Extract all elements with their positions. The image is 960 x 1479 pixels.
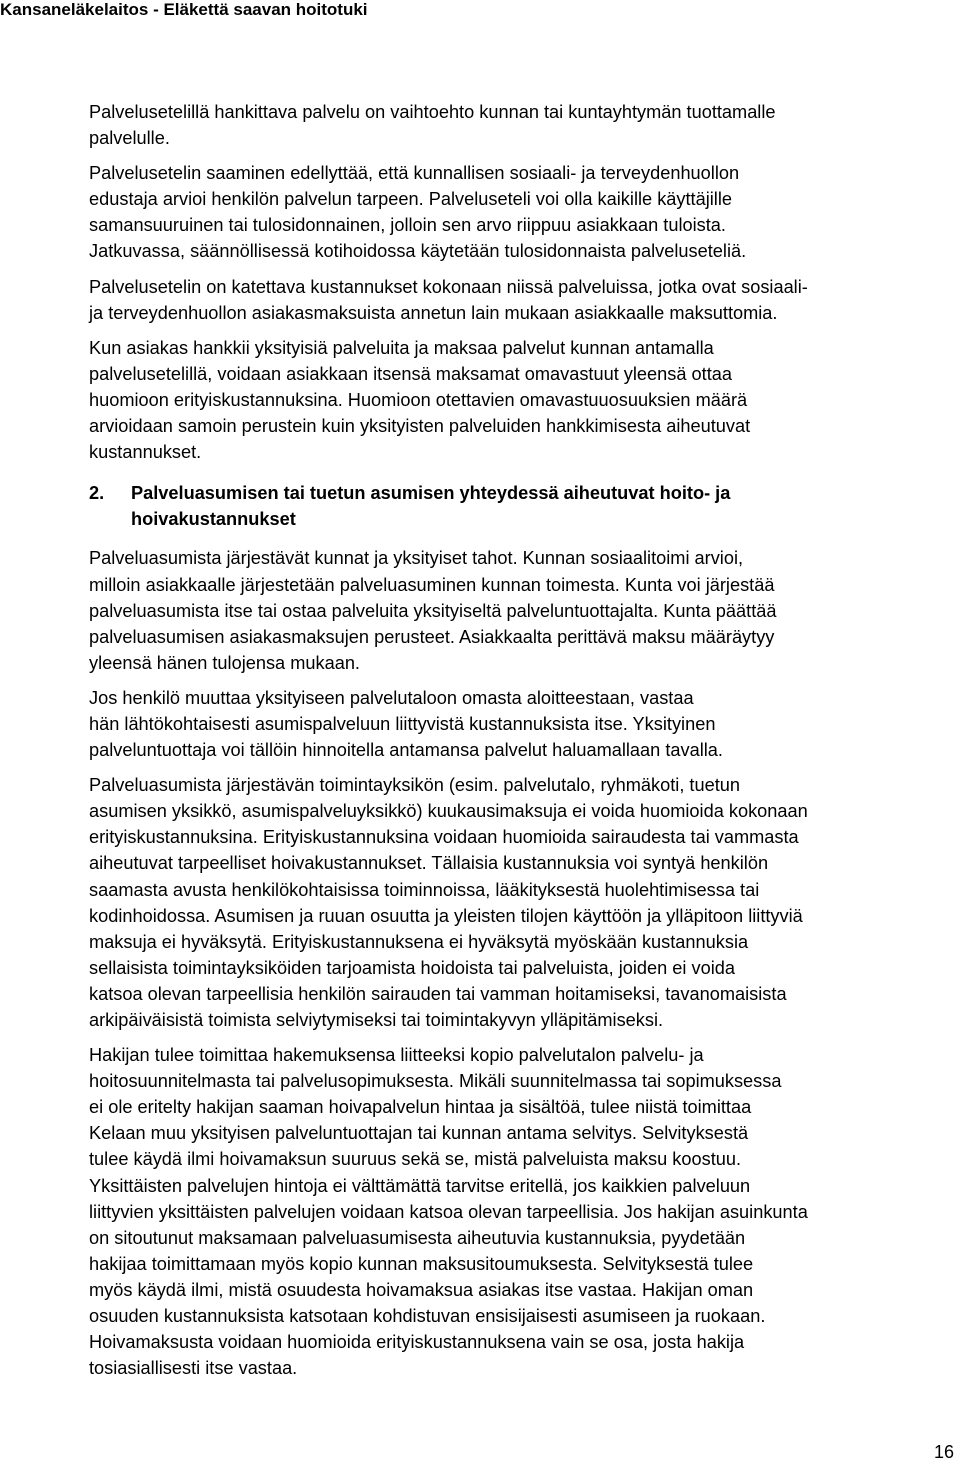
section-title [131,480,955,532]
text-line: Jos henkilö muuttaa yksityiseen palvelutaloon omasta aloitteestaan, vastaa [89,687,694,708]
paragraph [89,99,955,151]
paragraph [89,685,955,763]
text-line: Palveluasumista järjestävät kunnat ja yksityiset tahot. Kunnan sosiaalitoimi arvioi, [89,548,744,569]
text-line: maksuja ei hyväksytä. Erityiskustannuksena ei hyväksytä myöskään kustannuksia [89,931,749,952]
text-line: yleensä hänen tulojensa mukaan. [89,652,360,673]
text-line: sellaisista toimintayksiköiden tarjoamista hoidoista tai palveluista, joiden ei voida [89,957,735,978]
text-line: edustaja arvioi henkilön palvelun tarpeen. Palveluseteli voi olla kaikille käyttäjille [89,189,732,210]
text-line: arkipäiväisistä toimista selviytymiseksi tai toimintakyvyn ylläpitämiseksi. [89,1010,664,1030]
text-line: erityiskustannuksina. Erityiskustannuksina voidaan huomioida sairaudesta tai vammasta [89,827,799,848]
text-line: osuuden kustannuksista katsotaan kohdistuvan ensisijaisesti asumiseen ja ruokaan. [89,1306,766,1327]
page-number: 16 [933,1442,954,1462]
text-line: huomioon erityiskustannuksina. Huomioon otettavien omavastuuosuuksien määrä [89,389,748,410]
text-line: palveluntuottaja voi tällöin hinnoitella antamansa palvelut haluamallaan tavalla. [89,740,723,761]
text-line: tulee käydä ilmi hoivamaksun suuruus sekä se, mistä palveluista maksu koostuu. [89,1149,742,1170]
text-line: arvioidaan samoin perustein kuin yksityisten palveluiden hankkimisesta aiheutuvat [89,416,751,437]
text-line: ei ole eritelty hakijan saaman hoivapalvelun hintaa ja sisältöä, tulee niistä toimittaa [89,1097,752,1118]
paragraph [89,1042,955,1381]
section-title-line: Palveluasumisen tai tuetun asumisen yhteydessä aiheutuvat hoito- ja [131,483,731,504]
paragraph [89,772,955,1033]
text-line: palvelusetelillä, voidaan asiakkaan itsensä maksamat omavastuut yleensä ottaa [89,363,732,384]
text-line: Palvelusetelin saaminen edellyttää, että kunnallisen sosiaali- ja terveydenhuollon [89,163,740,184]
paragraph [89,335,955,465]
text-line: myös käydä ilmi, mistä osuudesta hoivamaksua asiakas itse vastaa. Hakijan oman [89,1279,754,1300]
text-line: Hoivamaksusta voidaan huomioida erityiskustannuksena vain se osa, josta hakija [89,1332,745,1353]
text-line: Palvelusetelin on katettava kustannukset kokonaan niissä palveluissa, jotka ovat sosiaali- [89,276,808,297]
text-line: palveluasumisen asiakasmaksujen perusteet. Asiakkaalta perittävä maksu määräytyy [89,626,775,647]
text-line: Palvelusetelillä hankittava palvelu on vaihtoehto kunnan tai kuntayhtymän tuottamalle [89,102,776,122]
text-line: samansuuruinen tai tulosidonnainen, jolloin sen arvo riippuu asiakkaan tuloista. [89,215,726,236]
text-line: saamasta avusta henkilökohtaisissa toiminnoissa, lääkityksestä huolehtimisessa tai [89,879,760,900]
text-line: kodinhoidossa. Asumisen ja ruuan osuutta ja yleisten tilojen käyttöön ja ylläpitoon liittyviä [89,905,803,926]
text-line: hoitosuunnitelmasta tai palvelusopimuksesta. Mikäli suunnitelmassa tai sopimuksessa [89,1071,782,1092]
text-line: hän lähtökohtaisesti asumispalveluun liittyvistä kustannuksista itse. Yksityinen [89,713,716,734]
text-line: Kelaan muu yksityisen palveluntuottajan tai kunnan antama selvitys. Selvityksestä [89,1123,749,1144]
section-number: 2. [89,483,105,504]
text-line: katsoa olevan tarpeellisia henkilön sairauden tai vamman hoitamiseksi, tavanomaisista [89,983,787,1004]
text-line: Yksittäisten palvelujen hintoja ei välttämättä tarvitse eritellä, jos kaikkien palveluun [89,1175,751,1196]
text-line: palveluasumista itse tai ostaa palveluita yksityiseltä palveluntuottajalta. Kunta päättää [89,600,777,621]
section-title-line: hoivakustannukset [131,509,296,530]
text-line: Jatkuvassa, säännöllisessä kotihoidossa käytetään tulosidonnaista palveluseteliä. [89,241,747,262]
document-body [89,99,955,1390]
text-line: aiheutuvat tarpeelliset hoivakustannukset. Tällaisia kustannuksia voi syntyä henkilön [89,853,769,874]
intro-paragraphs [89,99,955,465]
text-line: tosiasiallisesti itse vastaa. [89,1358,298,1379]
text-line: asumisen yksikkö, asumispalveluyksikkö) kuukausimaksuja ei voida huomioida kokonaan [89,801,808,822]
text-line: Kun asiakas hankkii yksityisiä palveluita ja maksaa palvelut kunnan antamalla [89,337,714,358]
paragraph [89,545,955,675]
paragraph [89,274,955,326]
text-line: Hakijan tulee toimittaa hakemuksensa liitteeksi kopio palvelutalon palvelu- ja [89,1045,704,1066]
text-line: hakijaa toimittamaan myös kopio kunnan maksusitoumuksesta. Selvityksestä tulee [89,1253,754,1274]
text-line: palvelulle. [89,128,170,149]
text-line: milloin asiakkaalle järjestetään palveluasuminen kunnan toimesta. Kunta voi järjestää [89,574,775,595]
section-heading [89,480,955,532]
section-paragraphs [89,545,955,1381]
text-line: liittyvien yksittäisten palvelujen voidaan katsoa olevan tarpeellisia. Jos hakijan asuinkunta [89,1201,808,1222]
text-line: on sitoutunut maksamaan palveluasumisesta aiheutuvia kustannuksia, pyydetään [89,1227,746,1248]
paragraph [89,160,955,264]
text-line: Palveluasumista järjestävän toimintayksikön (esim. palvelutalo, ryhmäkoti, tuetun [89,775,741,796]
text-line: kustannukset. [89,442,202,463]
document-header: Kansaneläkelaitos - Eläkettä saavan hoitotuki [0,0,368,19]
text-line: ja terveydenhuollon asiakasmaksuista annetun lain mukaan asiakkaalle maksuttomia. [89,302,778,323]
